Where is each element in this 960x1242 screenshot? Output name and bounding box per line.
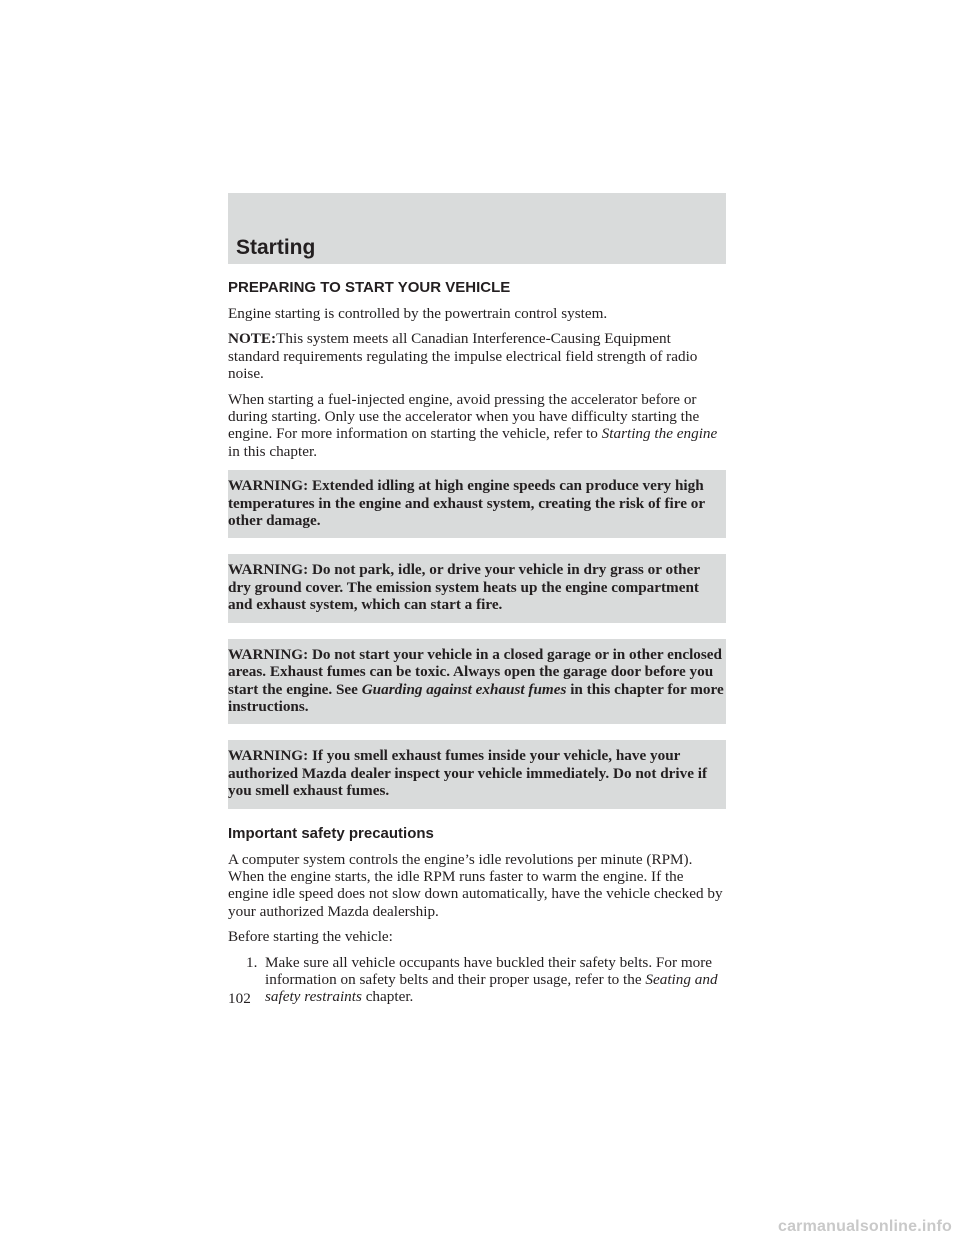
fuel-para-text: When starting a fuel-injected engine, avoid pressing the accelerator before or during starting. Only use the accelerator when you have difficulty starting the engine. For more information on starting the vehicle, refer to [228,390,700,443]
note-text: This system meets all Canadian Interference-Causing Equipment standard requirements regulating the impulse electrical field strength of radio noise. [228,330,698,383]
exhaust-fumes-ref: Guarding against exhaust fumes [361,680,567,698]
warning-text: WARNING: If you smell exhaust fumes inside your vehicle, have your authorized Mazda dealer inspect your vehicle immediately. Do not drive if you smell exhaust fumes. [228,747,708,800]
warning-text: WARNING: Extended idling at high engine speeds can produce very high temperatures in the engine and exhaust system, creating the risk of fire or other damage. [228,477,705,530]
watermark: carmanualsonline.info [777,1218,952,1235]
before-starting-label: Before starting the vehicle: [228,928,393,946]
note-paragraph [228,330,726,382]
warning-box-dry-grass [228,554,726,622]
page-number: 102 [228,990,251,1007]
warning-box-idling [228,470,726,538]
seating-restraints-ref: Seating and safety restraints [265,970,718,1006]
list-item-end: chapter. [361,988,414,1006]
warning-box-closed-garage [228,639,726,725]
warning-text: WARNING: Do not park, idle, or drive your vehicle in dry grass or other dry ground cover. The emission system heats up the engine compartment and exhaust system, which can start a fire. [228,561,700,614]
precautions-heading: Important safety precautions [228,824,434,842]
warning-text [228,646,726,716]
list-item-number: 1. [246,953,258,971]
page-content [228,279,726,1006]
note-label: NOTE: [228,330,277,348]
precautions-paragraph: A computer system controls the engine’s idle revolutions per minute (RPM). When the engine starts, the idle RPM runs faster to warm the engine. If the engine idle speed does not slow down automatically, have the vehicle checked by your authorized Mazda dealership. [228,850,723,920]
list-item-text: Make sure all vehicle occupants have buckled their safety belts. For more information on safety belts and their proper usage, refer to the [265,953,713,988]
list-item [246,954,726,1006]
starting-engine-ref: Starting the engine [601,425,718,443]
chapter-title: Starting [236,236,316,259]
section-heading: PREPARING TO START YOUR VEHICLE [228,279,511,296]
warning-box-exhaust-smell [228,740,726,808]
fuel-para-end: in this chapter. [228,442,317,460]
warning-text-end: in this chapter for more instructions. [228,680,724,715]
warning-text-start: WARNING: Do not start your vehicle in a closed garage or in other enclosed areas. Exhaust fumes can be toxic. Always open the garage door before you start the engine. See [228,645,722,698]
intro-paragraph: Engine starting is controlled by the powertrain control system. [228,305,608,322]
precautions-list [228,954,726,1006]
fuel-injection-paragraph [228,391,726,461]
